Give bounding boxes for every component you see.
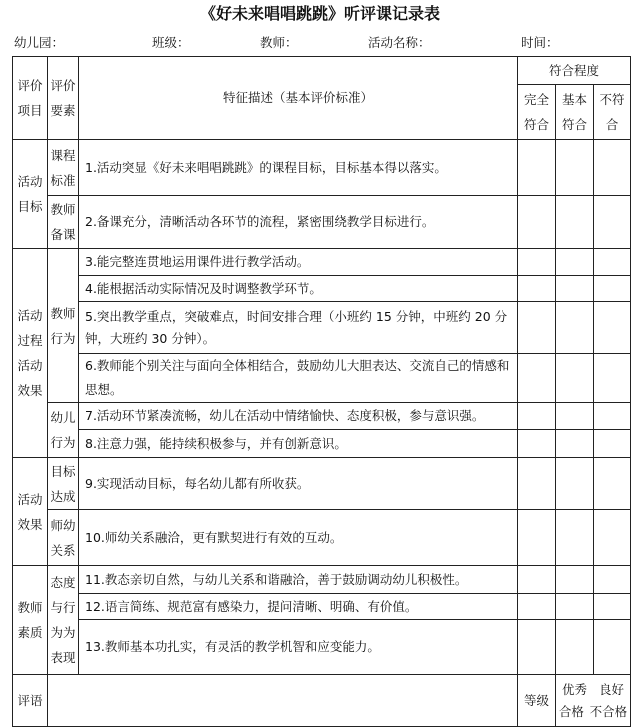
rating-cell[interactable] <box>594 302 631 354</box>
group-activity-effect: 活动效果 <box>13 458 48 566</box>
criteria-item: 8.注意力强，能持续积极参与，并有创新意识。 <box>79 430 518 458</box>
rating-cell[interactable] <box>518 354 556 403</box>
rating-cell[interactable] <box>594 249 631 276</box>
criteria-item: 4.能根据活动实际情况及时调整教学环节。 <box>79 276 518 302</box>
rating-cell[interactable] <box>518 302 556 354</box>
rating-cell[interactable] <box>594 594 631 620</box>
criteria-item: 6.教师能个别关注与面向全体相结合，鼓励幼儿大胆表达、交流自己的情感和思想。 <box>79 354 518 403</box>
rating-cell[interactable] <box>556 196 594 249</box>
rating-cell[interactable] <box>556 430 594 458</box>
group-activity-process: 活动过程活动效果 <box>13 249 48 458</box>
evaluation-table <box>12 56 631 727</box>
rating-cell[interactable] <box>594 276 631 302</box>
comment-label: 评语 <box>13 675 48 727</box>
grade-label: 等级 <box>518 675 556 727</box>
rating-cell[interactable] <box>594 196 631 249</box>
rating-cell[interactable] <box>556 510 594 566</box>
rating-cell[interactable] <box>594 140 631 196</box>
element-teacher-behavior: 教师行为 <box>48 249 79 403</box>
criteria-item: 12.语言简练、规范富有感染力，提问清晰、明确、有价值。 <box>79 594 518 620</box>
rating-cell[interactable] <box>556 594 594 620</box>
grade-fail[interactable]: 不合格 <box>589 703 628 719</box>
rating-cell[interactable] <box>556 140 594 196</box>
rating-cell[interactable] <box>594 354 631 403</box>
header-criteria: 特征描述（基本评价标准） <box>79 57 518 140</box>
element-teacher-child-relation: 师幼关系 <box>48 510 79 566</box>
class-label: 班级： <box>152 35 190 50</box>
criteria-item: 3.能完整连贯地运用课件进行教学活动。 <box>79 249 518 276</box>
rating-cell[interactable] <box>518 276 556 302</box>
rating-cell[interactable] <box>556 249 594 276</box>
header-not-conform: 不符合 <box>594 85 631 140</box>
rating-cell[interactable] <box>556 620 594 675</box>
criteria-item: 2.备课充分，清晰活动各环节的流程，紧密围绕教学目标进行。 <box>79 196 518 249</box>
criteria-item: 1.活动突显《好未来唱唱跳跳》的课程目标，目标基本得以落实。 <box>79 140 518 196</box>
element-curriculum-standard: 课程标准 <box>48 140 79 196</box>
grade-options[interactable] <box>556 675 631 727</box>
rating-cell[interactable] <box>556 276 594 302</box>
header-conformity: 符合程度 <box>518 57 631 85</box>
rating-cell[interactable] <box>594 510 631 566</box>
rating-cell[interactable] <box>556 403 594 430</box>
rating-cell[interactable] <box>518 510 556 566</box>
rating-cell[interactable] <box>556 302 594 354</box>
kindergarten-label: 幼儿园： <box>14 35 65 50</box>
rating-cell[interactable] <box>518 594 556 620</box>
criteria-item: 13.教师基本功扎实，有灵活的教学机智和应变能力。 <box>79 620 518 675</box>
grade-good[interactable]: 良好 <box>598 681 624 697</box>
activity-name-label: 活动名称： <box>368 35 431 50</box>
rating-cell[interactable] <box>518 458 556 510</box>
element-attitude-behavior: 态度与行为为表现 <box>48 566 79 675</box>
rating-cell[interactable] <box>594 566 631 594</box>
rating-cell[interactable] <box>594 620 631 675</box>
rating-cell[interactable] <box>594 403 631 430</box>
element-teacher-prep: 教师备课 <box>48 196 79 249</box>
element-goal-reach: 目标达成 <box>48 458 79 510</box>
rating-cell[interactable] <box>556 458 594 510</box>
rating-cell[interactable] <box>518 620 556 675</box>
header-evaluation-project: 评价项目 <box>13 57 48 140</box>
comment-field[interactable] <box>48 675 518 727</box>
page-title: 《好未来唱唱跳跳》听评课记录表 <box>199 4 440 23</box>
rating-cell[interactable] <box>518 430 556 458</box>
rating-cell[interactable] <box>556 354 594 403</box>
rating-cell[interactable] <box>556 566 594 594</box>
time-label: 时间： <box>521 35 559 50</box>
header-evaluation-element: 评价要素 <box>48 57 79 140</box>
teacher-label: 教师： <box>260 35 298 50</box>
grade-excellent[interactable]: 优秀 <box>561 681 587 697</box>
criteria-item: 10.师幼关系融洽，更有默契进行有效的互动。 <box>79 510 518 566</box>
rating-cell[interactable] <box>518 566 556 594</box>
grade-pass[interactable]: 合格 <box>558 703 584 719</box>
rating-cell[interactable] <box>518 196 556 249</box>
header-fully-conform: 完全符合 <box>518 85 556 140</box>
group-activity-goal: 活动目标 <box>13 140 48 249</box>
element-child-behavior: 幼儿行为 <box>48 403 79 458</box>
criteria-item: 9.实现活动目标，每名幼儿都有所收获。 <box>79 458 518 510</box>
rating-cell[interactable] <box>518 403 556 430</box>
criteria-item: 7.活动环节紧凑流畅，幼儿在活动中情绪愉快、态度积极，参与意识强。 <box>79 403 518 430</box>
rating-cell[interactable] <box>518 140 556 196</box>
header-basic-conform: 基本符合 <box>556 85 594 140</box>
rating-cell[interactable] <box>594 458 631 510</box>
criteria-item: 11.教态亲切自然，与幼儿关系和谐融洽，善于鼓励调动幼儿积极性。 <box>79 566 518 594</box>
group-teacher-quality: 教师素质 <box>13 566 48 675</box>
criteria-item: 5.突出教学重点，突破难点，时间安排合理（小班约 15 分钟，中班约 20 分钟，大班约 30 分钟）。 <box>79 302 518 354</box>
rating-cell[interactable] <box>518 249 556 276</box>
rating-cell[interactable] <box>594 430 631 458</box>
